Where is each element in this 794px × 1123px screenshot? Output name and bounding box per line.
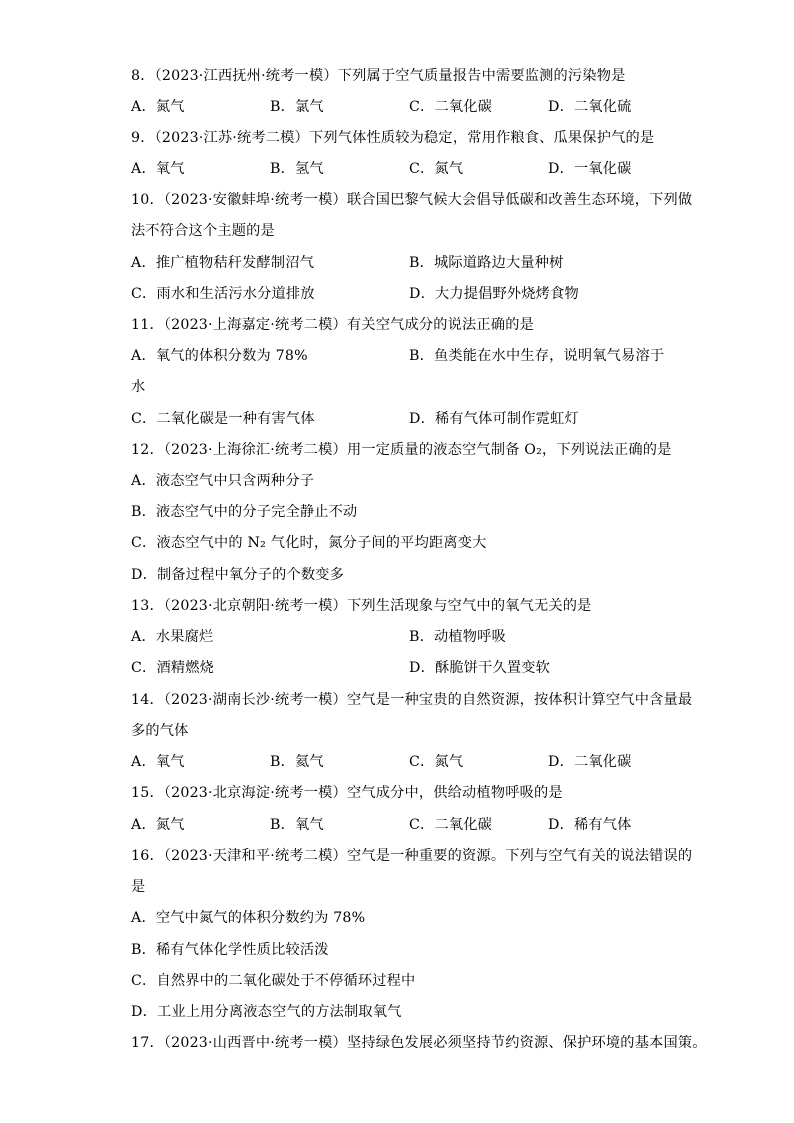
question-12-stem: 12．（2023·上海徐汇·统考二模）用一定质量的液态空气制备 O₂，下列说法正确的是 [131, 442, 672, 458]
question-10-option-a: A．推广植物秸秆发酵制沼气 [131, 255, 315, 271]
question-16-option-b: B．稀有气体化学性质比较活泼 [131, 942, 329, 958]
question-8-option-b: B．氯气 [270, 99, 324, 115]
question-8-option-d: D．二氧化硫 [548, 99, 632, 115]
question-12-option-c: C．液态空气中的 N₂ 气化时，氮分子间的平均距离变大 [131, 535, 487, 551]
question-14-stem-line-1: 14．（2023·湖南长沙·统考一模）空气是一种宝贵的自然资源，按体积计算空气中含量最 [131, 692, 693, 708]
question-12-option-d: D．制备过程中氧分子的个数变多 [131, 567, 345, 583]
question-10-stem-line-1: 10．（2023·安徽蚌埠·统考一模）联合国巴黎气候大会倡导低碳和改善生态环境，下列做 [131, 192, 693, 208]
question-9-option-a: A．氧气 [131, 161, 185, 177]
question-15-stem: 15．（2023·北京海淀·统考一模）空气成分中，供给动植物呼吸的是 [131, 785, 563, 801]
question-16-option-c: C．自然界中的二氧化碳处于不停循环过程中 [131, 973, 416, 989]
question-9-option-b: B．氢气 [270, 161, 324, 177]
question-13-option-c: C．酒精燃烧 [131, 660, 214, 676]
question-8-stem: 8．（2023·江西抚州·统考一模）下列属于空气质量报告中需要监测的污染物是 [131, 68, 626, 84]
question-14-stem-line-2: 多的气体 [131, 723, 189, 739]
question-10-stem-line-2: 法不符合这个主题的是 [131, 223, 275, 239]
question-10-option-d: D．大力提倡野外烧烤食物 [409, 286, 579, 302]
question-10-option-c: C．雨水和生活污水分道排放 [131, 286, 315, 302]
question-11-option-b-wrap: 水 [131, 379, 146, 395]
question-9-stem: 9．（2023·江苏·统考二模）下列气体性质较为稳定，常用作粮食、瓜果保护气的是 [131, 130, 655, 146]
question-8-option-a: A．氮气 [131, 99, 185, 115]
question-17-stem: 17．（2023·山西晋中·统考一模）坚持绿色发展必须坚持节约资源、保护环境的基本国策。 [131, 1035, 707, 1051]
question-11-option-b: B．鱼类能在水中生存，说明氧气易溶于 [409, 348, 665, 364]
question-15-option-d: D．稀有气体 [548, 817, 632, 833]
question-12-option-b: B．液态空气中的分子完全静止不动 [131, 504, 358, 520]
question-11-stem: 11．（2023·上海嘉定·统考二模）有关空气成分的说法正确的是 [131, 317, 534, 333]
question-14-option-a: A．氧气 [131, 754, 185, 770]
question-12-option-a: A．液态空气中只含两种分子 [131, 473, 315, 489]
question-16-option-a: A．空气中氮气的体积分数约为 78% [131, 910, 366, 926]
question-15-option-b: B．氧气 [270, 817, 324, 833]
question-13-option-a: A．水果腐烂 [131, 629, 214, 645]
question-16-option-d: D．工业上用分离液态空气的方法制取氧气 [131, 1004, 402, 1020]
question-11-option-a: A．氧气的体积分数为 78% [131, 348, 308, 364]
question-15-option-c: C．二氧化碳 [409, 817, 492, 833]
question-13-option-d: D．酥脆饼干久置变软 [409, 660, 551, 676]
question-15-option-a: A．氮气 [131, 817, 185, 833]
question-13-option-b: B．动植物呼吸 [409, 629, 506, 645]
question-14-option-c: C．氮气 [409, 754, 464, 770]
question-10-option-b: B．城际道路边大量种树 [409, 255, 564, 271]
question-11-option-c: C．二氧化碳是一种有害气体 [131, 411, 315, 427]
question-11-option-d: D．稀有气体可制作霓虹灯 [409, 411, 579, 427]
question-16-stem-line-1: 16．（2023·天津和平·统考二模）空气是一种重要的资源。下列与空气有关的说法错误的 [131, 848, 693, 864]
question-9-option-c: C．氮气 [409, 161, 464, 177]
question-14-option-d: D．二氧化碳 [548, 754, 632, 770]
question-9-option-d: D．一氧化碳 [548, 161, 632, 177]
question-16-stem-line-2: 是 [131, 879, 146, 895]
question-8-option-c: C．二氧化碳 [409, 99, 492, 115]
question-13-stem: 13．（2023·北京朝阳·统考一模）下列生活现象与空气中的氧气无关的是 [131, 598, 592, 614]
question-14-option-b: B．氦气 [270, 754, 324, 770]
